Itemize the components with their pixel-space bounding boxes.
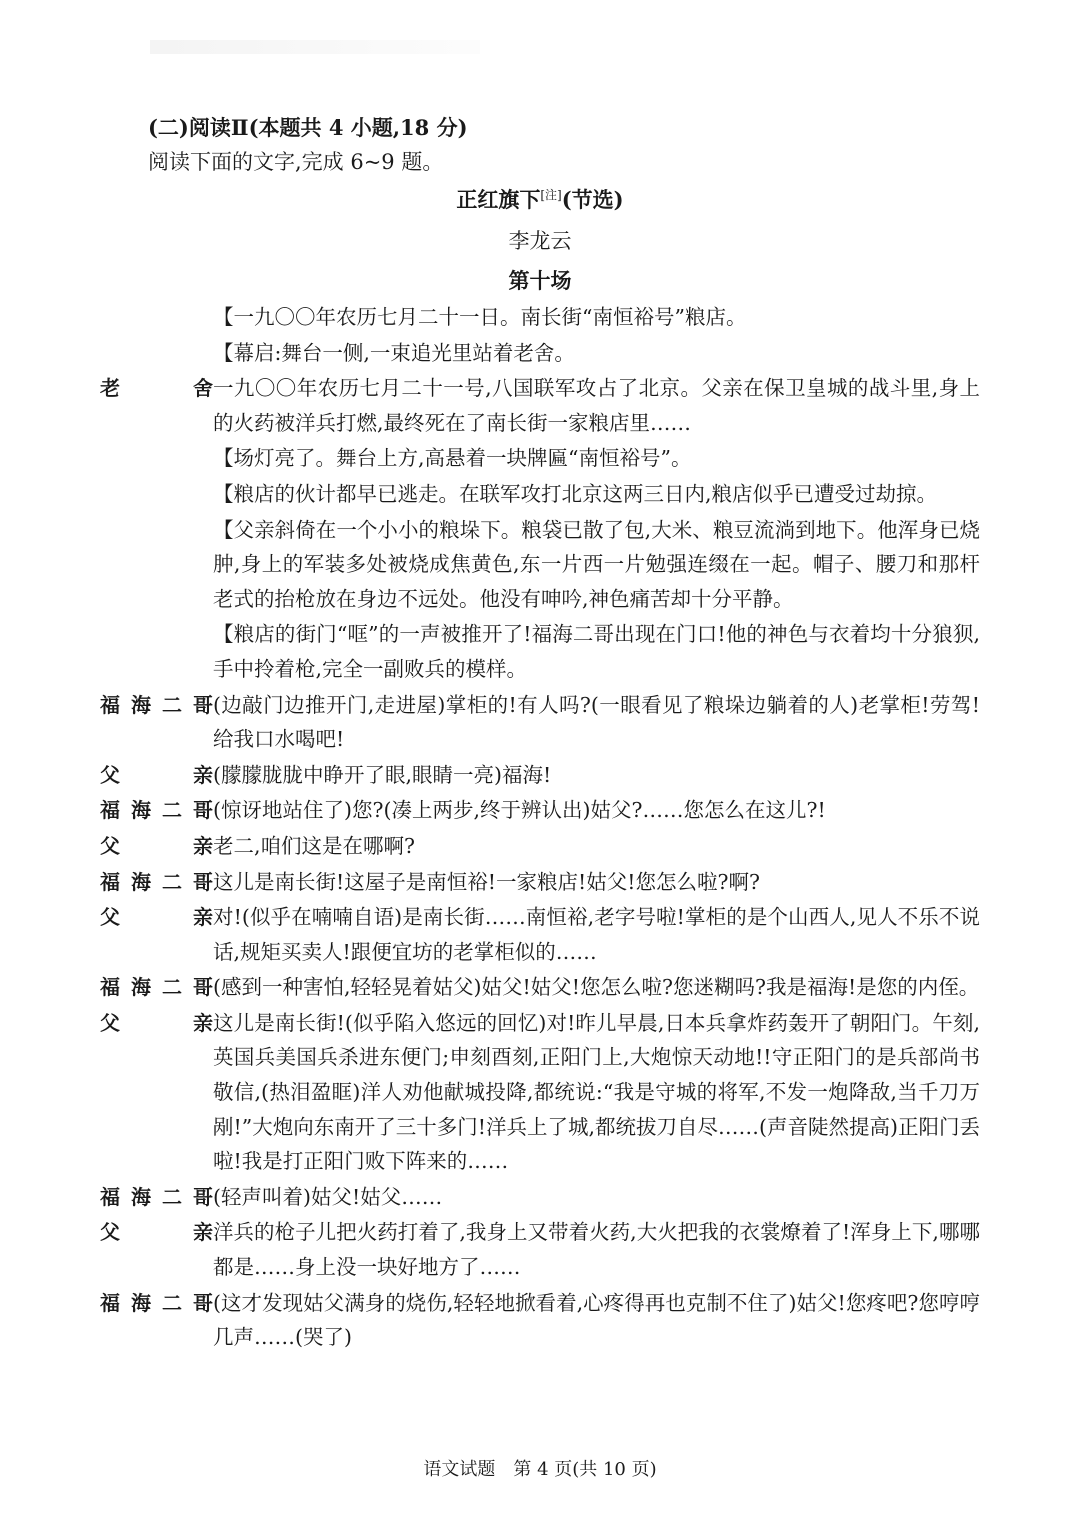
dialog-text: (边敲门边推开门,走进屋)掌柜的!有人吗?(一眼看见了粮垛边躺着的人)老掌柜!劳驾!给我口水喝吧! [213, 692, 980, 752]
dialog-text: (轻声叫着)姑父!姑父…… [213, 1184, 443, 1209]
stage-direction: 【幕启:舞台一侧,一束追光里站着老舍。 [213, 340, 575, 365]
stage-direction: 【场灯亮了。舞台上方,高悬着一块牌匾“南恒裕号”。 [213, 446, 692, 471]
speaker-name: 福海二哥 [100, 869, 213, 894]
script-body [100, 300, 980, 1356]
speaker-name: 福海二哥 [100, 1290, 213, 1315]
stage-direction: 【父亲斜倚在一个小小的粮垛下。粮袋已散了包,大米、粮豆流淌到地下。他浑身已烧肿,身上的军装多处被烧成焦黄色,东一片西一片勉强连缀在一起。帽子、腰刀和那杆老式的抬枪放在身边不远处。他没有呻吟,神色痛苦却十分平静。 [213, 517, 980, 611]
dialog-line [100, 1006, 980, 1179]
stage-direction: 【一九〇〇年农历七月二十一日。南长街“南恒裕号”粮店。 [213, 305, 747, 329]
dialog-text: 老二,咱们这是在哪啊? [213, 833, 416, 858]
reading-instruction: 阅读下面的文字,完成 6~9 题。 [148, 150, 444, 174]
speaker-name: 福海二哥 [100, 692, 213, 717]
dialog-text: 洋兵的枪子儿把火药打着了,我身上又带着火药,大火把我的衣裳燎着了!浑身上下,哪哪都是……身上没一块好地方了…… [213, 1220, 980, 1280]
title-note-mark: [注] [540, 188, 562, 202]
dialog-text: 一九〇〇年农历七月二十一号,八国联军攻占了北京。父亲在保卫皇城的战斗里,身上的火药被洋兵打燃,最终死在了南长街一家粮店里…… [213, 376, 980, 435]
dialog-text: (感到一种害怕,轻轻晃着姑父)姑父!姑父!您怎么啦?您迷糊吗?我是福海!是您的内侄。 [213, 975, 980, 1000]
dialog-line [100, 371, 980, 440]
speaker-name: 福海二哥 [100, 975, 213, 1000]
stage-direction: 【粮店的街门“哐”的一声被推开了!福海二哥出现在门口!他的神色与衣着均十分狼狈,手中拎着枪,完全一副败兵的模样。 [213, 622, 980, 681]
dialog-line [100, 688, 980, 757]
dialog-line [100, 793, 980, 828]
speaker-name: 老 舍 [100, 376, 213, 401]
speaker-name: 福海二哥 [100, 1184, 213, 1209]
dialog-text: (这才发现姑父满身的烧伤,轻轻地掀看着,心疼得再也克制不住了)姑父!您疼吧?您哼哼几声……(哭了) [213, 1290, 980, 1350]
title-excerpt: (节选) [561, 187, 624, 212]
scan-artifact [150, 40, 480, 54]
dialog-line [100, 758, 980, 793]
dialog-text: 对!(似乎在喃喃自语)是南长街……南恒裕,老字号啦!掌柜的是个山西人,见人不乐不说话,规矩买卖人!跟便宜坊的老掌柜似的…… [213, 905, 980, 964]
speaker-name: 福海二哥 [100, 798, 213, 823]
author-name: 李龙云 [508, 229, 572, 253]
dialog-line [100, 1180, 980, 1215]
speaker-name: 父 亲 [100, 1220, 213, 1245]
dialog-line [100, 865, 980, 900]
dialog-text: 这儿是南长街!(似乎陷入悠远的回忆)对!昨儿早晨,日本兵拿炸药轰开了朝阳门。午刻,英国兵美国兵杀进东便门;申刻酉刻,正阳门上,大炮惊天动地!!守正阳门的是兵部尚书敬信,(热泪盈眶)洋人劝他献城投降,都统说:“我是守城的将军,不发一炮降敌,当千刀万剐!”大炮向东南开了三十多门!洋兵上了城,都统拔刀自尽……(声音陡然提高)正阳门丢啦!我是打正阳门败下阵来的…… [213, 1010, 980, 1174]
dialog-text: 这儿是南长街!这屋子是南恒裕!一家粮店!姑父!您怎么啦?啊? [213, 869, 760, 894]
dialog-line [100, 900, 980, 969]
dialog-line [100, 829, 980, 864]
stage-direction: 【粮店的伙计都早已逃走。在联军攻打北京这两三日内,粮店似乎已遭受过劫掠。 [213, 481, 938, 506]
dialog-text: (朦朦胧胧中睁开了眼,眼睛一亮)福海! [213, 762, 552, 787]
dialog-line [100, 970, 980, 1005]
scene-heading: 第十场 [508, 268, 572, 293]
page-footer: 语文试题 第 4 页(共 10 页) [423, 1459, 657, 1480]
dialog-line [100, 1286, 980, 1355]
section-heading: (二)阅读Ⅱ(本题共 4 小题,18 分) [148, 115, 468, 140]
speaker-name: 父 亲 [100, 905, 213, 930]
speaker-name: 父 亲 [100, 762, 213, 787]
speaker-name: 父 亲 [100, 833, 213, 858]
title-text: 正红旗下 [456, 187, 541, 212]
work-title [0, 184, 1080, 214]
dialog-text: (惊讶地站住了)您?(凑上两步,终于辨认出)姑父?……您怎么在这儿?! [213, 798, 826, 823]
dialog-line [100, 1215, 980, 1284]
speaker-name: 父 亲 [100, 1010, 213, 1035]
